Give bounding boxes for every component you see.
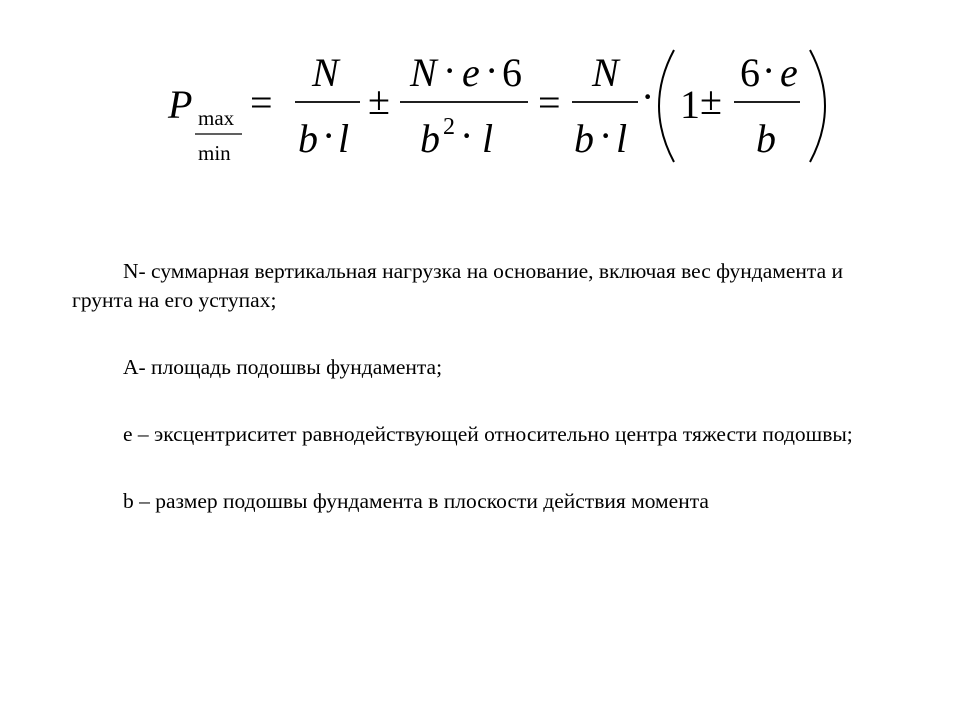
formula-sub-max: max <box>198 106 235 130</box>
formula <box>150 40 840 180</box>
formula-t2-num-dot-2: · <box>485 48 499 93</box>
definition-n: N- суммарная вертикальная нагрузка на основание, включая вес фундамента и грунта на его уступах; <box>72 259 844 312</box>
formula-multiply-dot: · <box>641 74 655 119</box>
formula-bracket-num-e: e <box>780 50 798 95</box>
formula-t1-den-b: b <box>298 116 318 161</box>
formula-t3-numerator: N <box>592 50 619 95</box>
formula-t2-num-6: 6 <box>502 50 522 95</box>
formula-t2-num-n: N <box>410 50 437 95</box>
formula-t1-numerator: N <box>312 50 339 95</box>
formula-t1-den-dot: · <box>322 113 336 158</box>
formula-bracket-num-6: 6 <box>740 50 760 95</box>
definition-b: b – размер подошвы фундамента в плоскости действия момента <box>123 489 709 513</box>
formula-t3-den-l: l <box>616 116 628 161</box>
formula-bracket-den-b: b <box>756 116 776 161</box>
definition-a: А- площадь подошвы фундамента; <box>123 355 443 379</box>
formula-t2-num-e: e <box>462 50 480 95</box>
formula-plus-minus-1: ± <box>368 78 390 123</box>
definition-e: е – эксцентриситет равнодействующей относительно центра тяжести подошвы; <box>123 422 853 446</box>
formula-t2-num-dot-1: · <box>443 48 457 93</box>
formula-equals-2: = <box>538 80 561 125</box>
formula-bracket-one: 1 <box>680 82 700 127</box>
definitions-list <box>72 257 902 554</box>
formula-t2-den-b: b <box>420 116 440 161</box>
formula-equals-1: = <box>250 80 273 125</box>
formula-plus-minus-2: ± <box>700 78 722 123</box>
formula-t3-den-dot: · <box>599 113 613 158</box>
formula-bracket-num-dot: · <box>762 48 776 93</box>
formula-t2-den-exponent: 2 <box>443 114 455 140</box>
formula-t3-den-b: b <box>574 116 594 161</box>
formula-t2-den-dot: · <box>460 113 474 158</box>
formula-right-parenthesis <box>810 50 825 162</box>
formula-t2-den-l: l <box>482 116 494 161</box>
formula-p-symbol: P <box>168 82 193 127</box>
formula-sub-min: min <box>198 141 231 165</box>
formula-left-parenthesis <box>659 50 674 162</box>
formula-t1-den-l: l <box>338 116 350 161</box>
